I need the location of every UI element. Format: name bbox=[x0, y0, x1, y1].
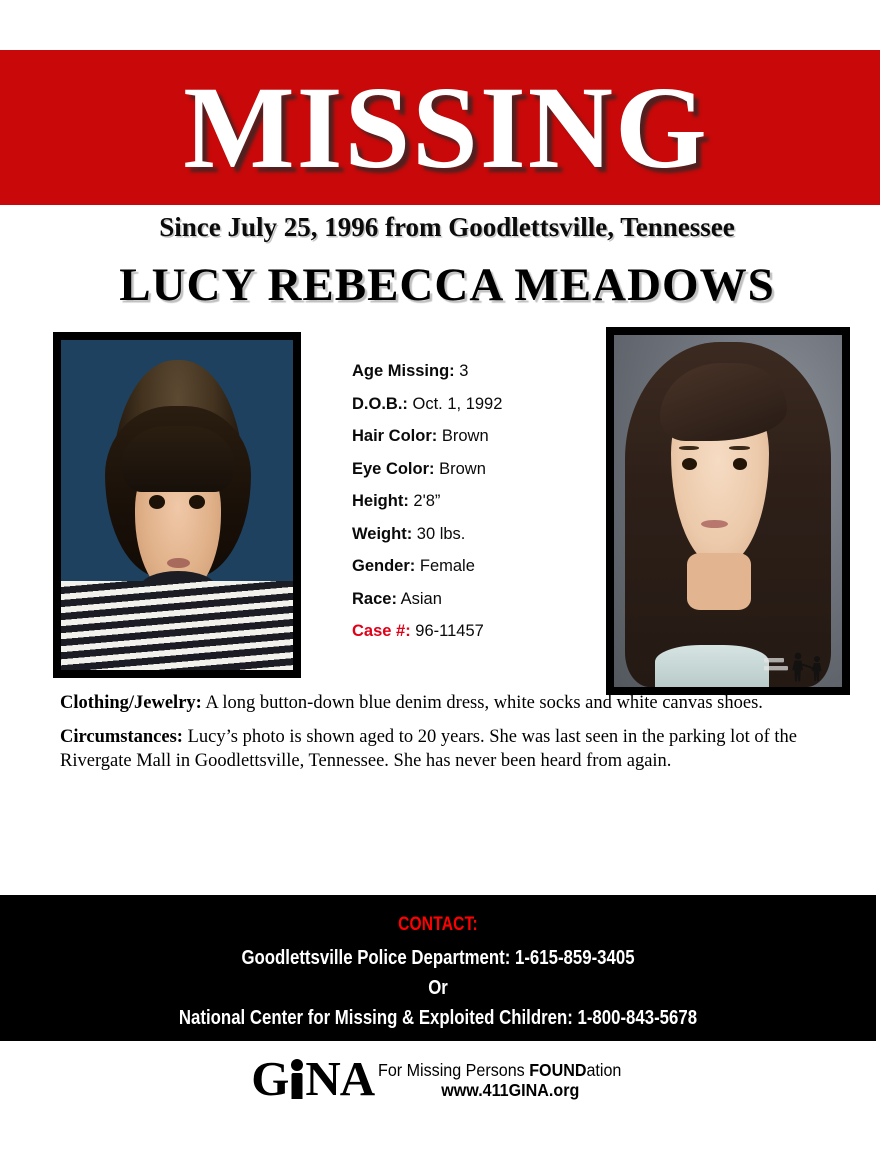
person-head bbox=[291, 1059, 303, 1071]
detail-label: D.O.B.: bbox=[352, 394, 408, 413]
gina-logo-text bbox=[378, 1056, 643, 1100]
detail-row-case-number bbox=[352, 622, 602, 641]
age-progressed-photo-image bbox=[614, 335, 842, 687]
detail-label: Case #: bbox=[352, 622, 411, 640]
gina-website-url: www.411GINA.org bbox=[441, 1080, 580, 1101]
bangs-shape bbox=[121, 426, 235, 492]
clothing-jewelry-block bbox=[60, 692, 846, 716]
clothing-jewelry-label: Clothing/Jewelry: bbox=[60, 693, 202, 713]
detail-row-age-missing bbox=[352, 362, 602, 381]
ncmec-watermark-icon bbox=[764, 649, 838, 683]
detail-row-weight bbox=[352, 525, 602, 544]
clothing-shape bbox=[655, 645, 769, 687]
childhood-photo-image bbox=[61, 340, 293, 670]
detail-value: Female bbox=[419, 557, 475, 575]
detail-value: Oct. 1, 1992 bbox=[412, 394, 503, 413]
tagline-found: FOUND bbox=[529, 1060, 587, 1080]
childhood-photo bbox=[53, 332, 301, 678]
detail-row-dob bbox=[352, 395, 602, 414]
detail-label: Age Missing: bbox=[352, 362, 455, 380]
detail-value: 3 bbox=[459, 362, 469, 380]
contact-heading: CONTACT: bbox=[398, 914, 478, 935]
tagline-suffix: ation bbox=[586, 1060, 622, 1080]
contact-ncmec: National Center for Missing & Exploited Children: 1-800-843-5678 bbox=[178, 1007, 698, 1029]
neck-shape bbox=[687, 553, 751, 609]
gina-letter-g: G bbox=[251, 1051, 289, 1106]
missing-since-line: Since July 25, 1996 from Goodlettsville, Tennessee bbox=[159, 212, 735, 242]
detail-row-eye-color bbox=[352, 460, 602, 479]
detail-value: Brown bbox=[439, 459, 486, 478]
detail-label: Race: bbox=[352, 589, 397, 608]
detail-value: 96-11457 bbox=[415, 622, 484, 640]
missing-banner bbox=[0, 50, 880, 205]
contact-or-separator: Or bbox=[428, 977, 448, 999]
detail-label: Eye Color: bbox=[352, 459, 435, 478]
detail-label: Height: bbox=[352, 492, 409, 510]
detail-value: Asian bbox=[400, 589, 442, 608]
gina-logo bbox=[0, 1051, 894, 1106]
mouth bbox=[167, 558, 190, 569]
detail-row-hair-color bbox=[352, 427, 602, 446]
details-list bbox=[352, 362, 602, 655]
contact-band bbox=[0, 895, 876, 1041]
clothing-jewelry-text: A long button-down blue denim dress, white socks and white canvas shoes. bbox=[205, 693, 763, 713]
detail-row-gender bbox=[352, 557, 602, 576]
detail-value: Brown bbox=[441, 427, 489, 445]
missing-headline: MISSING bbox=[183, 61, 709, 193]
age-progressed-photo bbox=[606, 327, 850, 695]
tagline-prefix: For Missing Persons bbox=[378, 1060, 530, 1080]
detail-row-height bbox=[352, 492, 602, 511]
striped-shirt bbox=[61, 581, 293, 670]
person-figure-icon bbox=[289, 1059, 304, 1099]
descriptions-section bbox=[60, 692, 846, 784]
gina-wordmark bbox=[251, 1051, 375, 1106]
right-eye bbox=[189, 495, 205, 509]
contact-police-department: Goodlettsville Police Department: 1-615-859-3405 bbox=[241, 947, 635, 969]
detail-value: 30 lbs. bbox=[416, 524, 466, 543]
circumstances-text: Lucy’s photo is shown aged to 20 years. She was last seen in the parking lot of the Rivergate Mall in Goodlettsville, Tennessee. She has never been heard from again. bbox=[60, 726, 797, 771]
person-body bbox=[291, 1073, 302, 1099]
gina-tagline bbox=[378, 1060, 621, 1080]
detail-row-race bbox=[352, 590, 602, 609]
circumstances-label: Circumstances: bbox=[60, 726, 183, 747]
detail-label: Weight: bbox=[352, 524, 413, 543]
person-name: LUCY REBECCA MEADOWS bbox=[119, 259, 775, 311]
detail-value: 2'8” bbox=[413, 492, 441, 510]
detail-label: Hair Color: bbox=[352, 427, 438, 445]
gina-letters-na: NA bbox=[305, 1051, 375, 1106]
detail-label: Gender: bbox=[352, 557, 416, 575]
circumstances-block bbox=[60, 726, 846, 774]
